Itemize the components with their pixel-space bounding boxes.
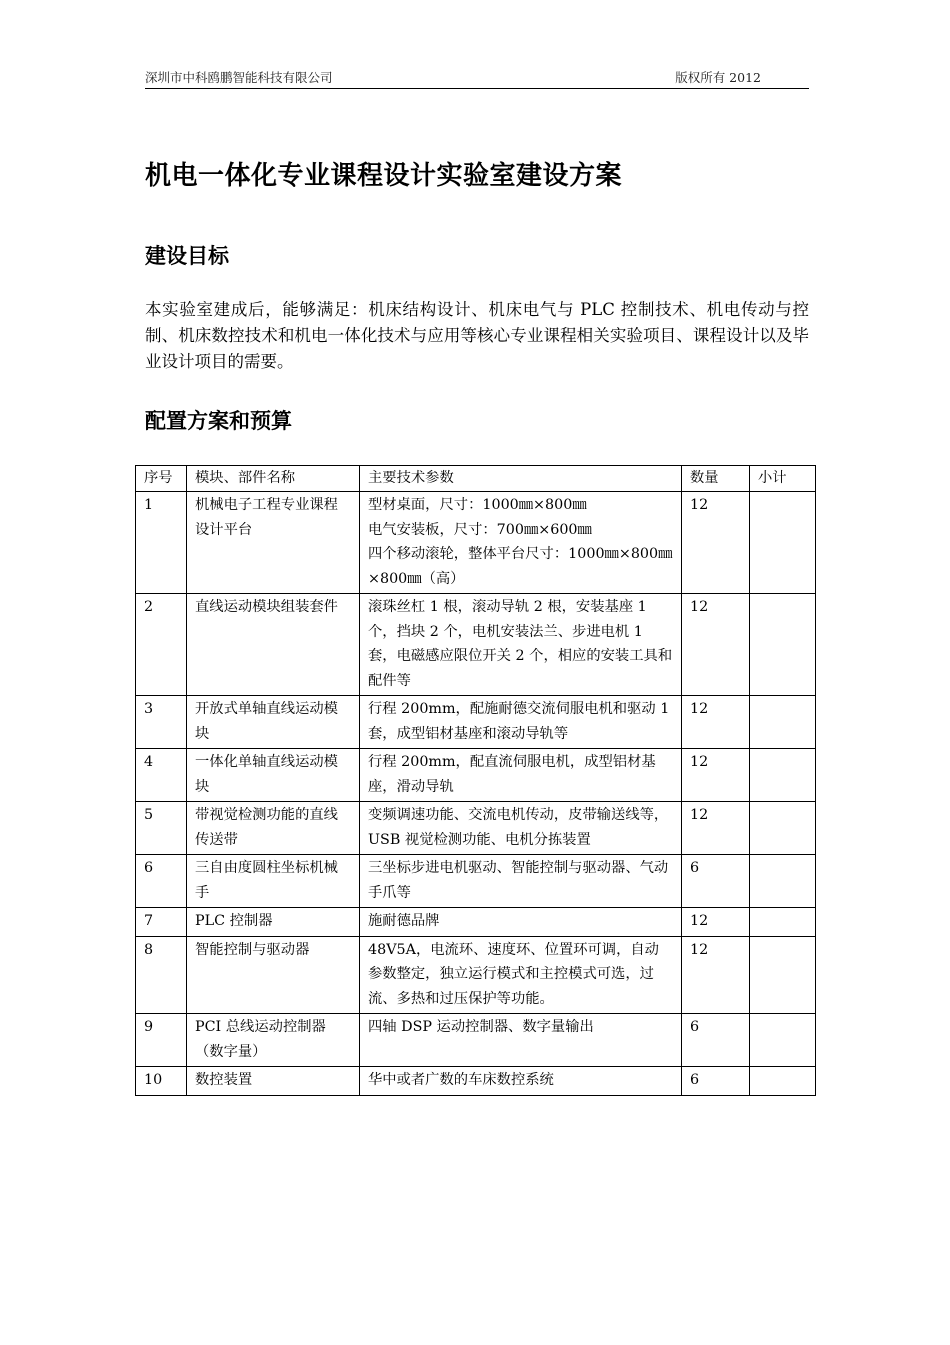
cell-seq: 9 <box>136 1014 187 1067</box>
cell-spec <box>360 1014 682 1067</box>
table-body <box>136 492 816 1096</box>
table-row <box>136 1067 816 1096</box>
cell-subtotal <box>750 936 816 1014</box>
cell-qty: 12 <box>682 749 750 802</box>
spec-line: 滚珠丝杠 1 根，滚动导轨 2 根，安装基座 1 个，挡块 2 个，电机安装法兰、步进电机 1 套，电磁感应限位开关 2 个，相应的安装工具和配件等 <box>368 599 673 689</box>
spec-line: 行程 200mm，配施耐德交流伺服电机和驱动 1 套，成型铝材基座和滚动导轨等 <box>368 701 670 742</box>
cell-qty: 6 <box>682 855 750 908</box>
cell-qty: 12 <box>682 936 750 1014</box>
cell-seq: 10 <box>136 1067 187 1096</box>
cell-qty: 12 <box>682 696 750 749</box>
table-row <box>136 802 816 855</box>
cell-spec <box>360 1067 682 1096</box>
cell-name: 三自由度圆柱坐标机械手 <box>187 855 360 908</box>
copyright-notice: 版权所有 2012 <box>675 70 761 85</box>
cell-name: 智能控制与驱动器 <box>187 936 360 1014</box>
cell-spec <box>360 696 682 749</box>
spec-line: 施耐德品牌 <box>368 913 440 929</box>
cell-seq: 8 <box>136 936 187 1014</box>
table-row <box>136 908 816 937</box>
page-header <box>145 66 809 89</box>
cell-seq: 4 <box>136 749 187 802</box>
cell-seq: 2 <box>136 594 187 696</box>
cell-name: PCI 总线运动控制器（数字量） <box>187 1014 360 1067</box>
table-row <box>136 749 816 802</box>
cell-qty: 6 <box>682 1014 750 1067</box>
header-name: 模块、部件名称 <box>187 466 360 492</box>
table-row <box>136 696 816 749</box>
cell-subtotal <box>750 1067 816 1096</box>
cell-subtotal <box>750 749 816 802</box>
cell-qty: 6 <box>682 1067 750 1096</box>
company-name: 深圳市中科鸥鹏智能科技有限公司 <box>145 70 333 85</box>
cell-subtotal <box>750 492 816 594</box>
cell-spec <box>360 594 682 696</box>
budget-table <box>135 465 816 1096</box>
table-row <box>136 855 816 908</box>
spec-line: 四轴 DSP 运动控制器、数字量输出 <box>368 1019 594 1035</box>
spec-line: 变频调速功能、交流电机传动，皮带输送线等，USB 视觉检测功能、电机分拣装置 <box>368 807 669 848</box>
header-qty: 数量 <box>682 466 750 492</box>
spec-line: 48V5A，电流环、速度环、位置环可调，自动参数整定，独立运行模式和主控模式可选，过流、多热和过压保护等功能。 <box>368 941 659 1007</box>
cell-name: 带视觉检测功能的直线传送带 <box>187 802 360 855</box>
spec-line: 行程 200mm，配直流伺服电机，成型铝材基座，滑动导轨 <box>368 754 656 795</box>
header-seq: 序号 <box>136 466 187 492</box>
cell-spec <box>360 802 682 855</box>
cell-seq: 5 <box>136 802 187 855</box>
cell-qty: 12 <box>682 802 750 855</box>
table-row <box>136 594 816 696</box>
cell-spec <box>360 908 682 937</box>
cell-subtotal <box>750 696 816 749</box>
cell-name: 机械电子工程专业课程设计平台 <box>187 492 360 594</box>
cell-subtotal <box>750 594 816 696</box>
header-spec: 主要技术参数 <box>360 466 682 492</box>
table-row <box>136 492 816 594</box>
cell-spec <box>360 492 682 594</box>
table-header-row <box>136 466 816 492</box>
spec-line: 三坐标步进电机驱动、智能控制与驱动器、气动手爪等 <box>368 860 669 901</box>
cell-seq: 3 <box>136 696 187 749</box>
header-subtotal: 小计 <box>750 466 816 492</box>
goal-section-heading: 建设目标 <box>145 244 229 268</box>
cell-seq: 7 <box>136 908 187 937</box>
cell-spec <box>360 855 682 908</box>
table-row <box>136 936 816 1014</box>
cell-name: 直线运动模块组装套件 <box>187 594 360 696</box>
cell-spec <box>360 936 682 1014</box>
cell-subtotal <box>750 1014 816 1067</box>
cell-qty: 12 <box>682 908 750 937</box>
config-section-heading: 配置方案和预算 <box>145 409 292 433</box>
cell-subtotal <box>750 908 816 937</box>
cell-name: 一体化单轴直线运动模块 <box>187 749 360 802</box>
cell-qty: 12 <box>682 594 750 696</box>
document-title: 机电一体化专业课程设计实验室建设方案 <box>145 161 623 191</box>
cell-name: 数控装置 <box>187 1067 360 1096</box>
spec-line: 型材桌面，尺寸：1000㎜×800㎜ <box>368 497 587 513</box>
cell-seq: 6 <box>136 855 187 908</box>
cell-seq: 1 <box>136 492 187 594</box>
spec-line: 四个移动滚轮，整体平台尺寸：1000㎜×800㎜×800㎜（高） <box>368 546 673 587</box>
cell-subtotal <box>750 855 816 908</box>
cell-name: 开放式单轴直线运动模块 <box>187 696 360 749</box>
goal-paragraph: 本实验室建成后，能够满足：机床结构设计、机床电气与 PLC 控制技术、机电传动与控制、机床数控技术和机电一体化技术与应用等核心专业课程相关实验项目、课程设计以及毕业设计项目的需要。 <box>145 300 809 371</box>
cell-qty: 12 <box>682 492 750 594</box>
table-row <box>136 1014 816 1067</box>
spec-line: 华中或者广数的车床数控系统 <box>368 1072 554 1088</box>
spec-line: 电气安装板，尺寸：700㎜×600㎜ <box>368 521 592 538</box>
cell-name: PLC 控制器 <box>187 908 360 937</box>
cell-spec <box>360 749 682 802</box>
cell-subtotal <box>750 802 816 855</box>
